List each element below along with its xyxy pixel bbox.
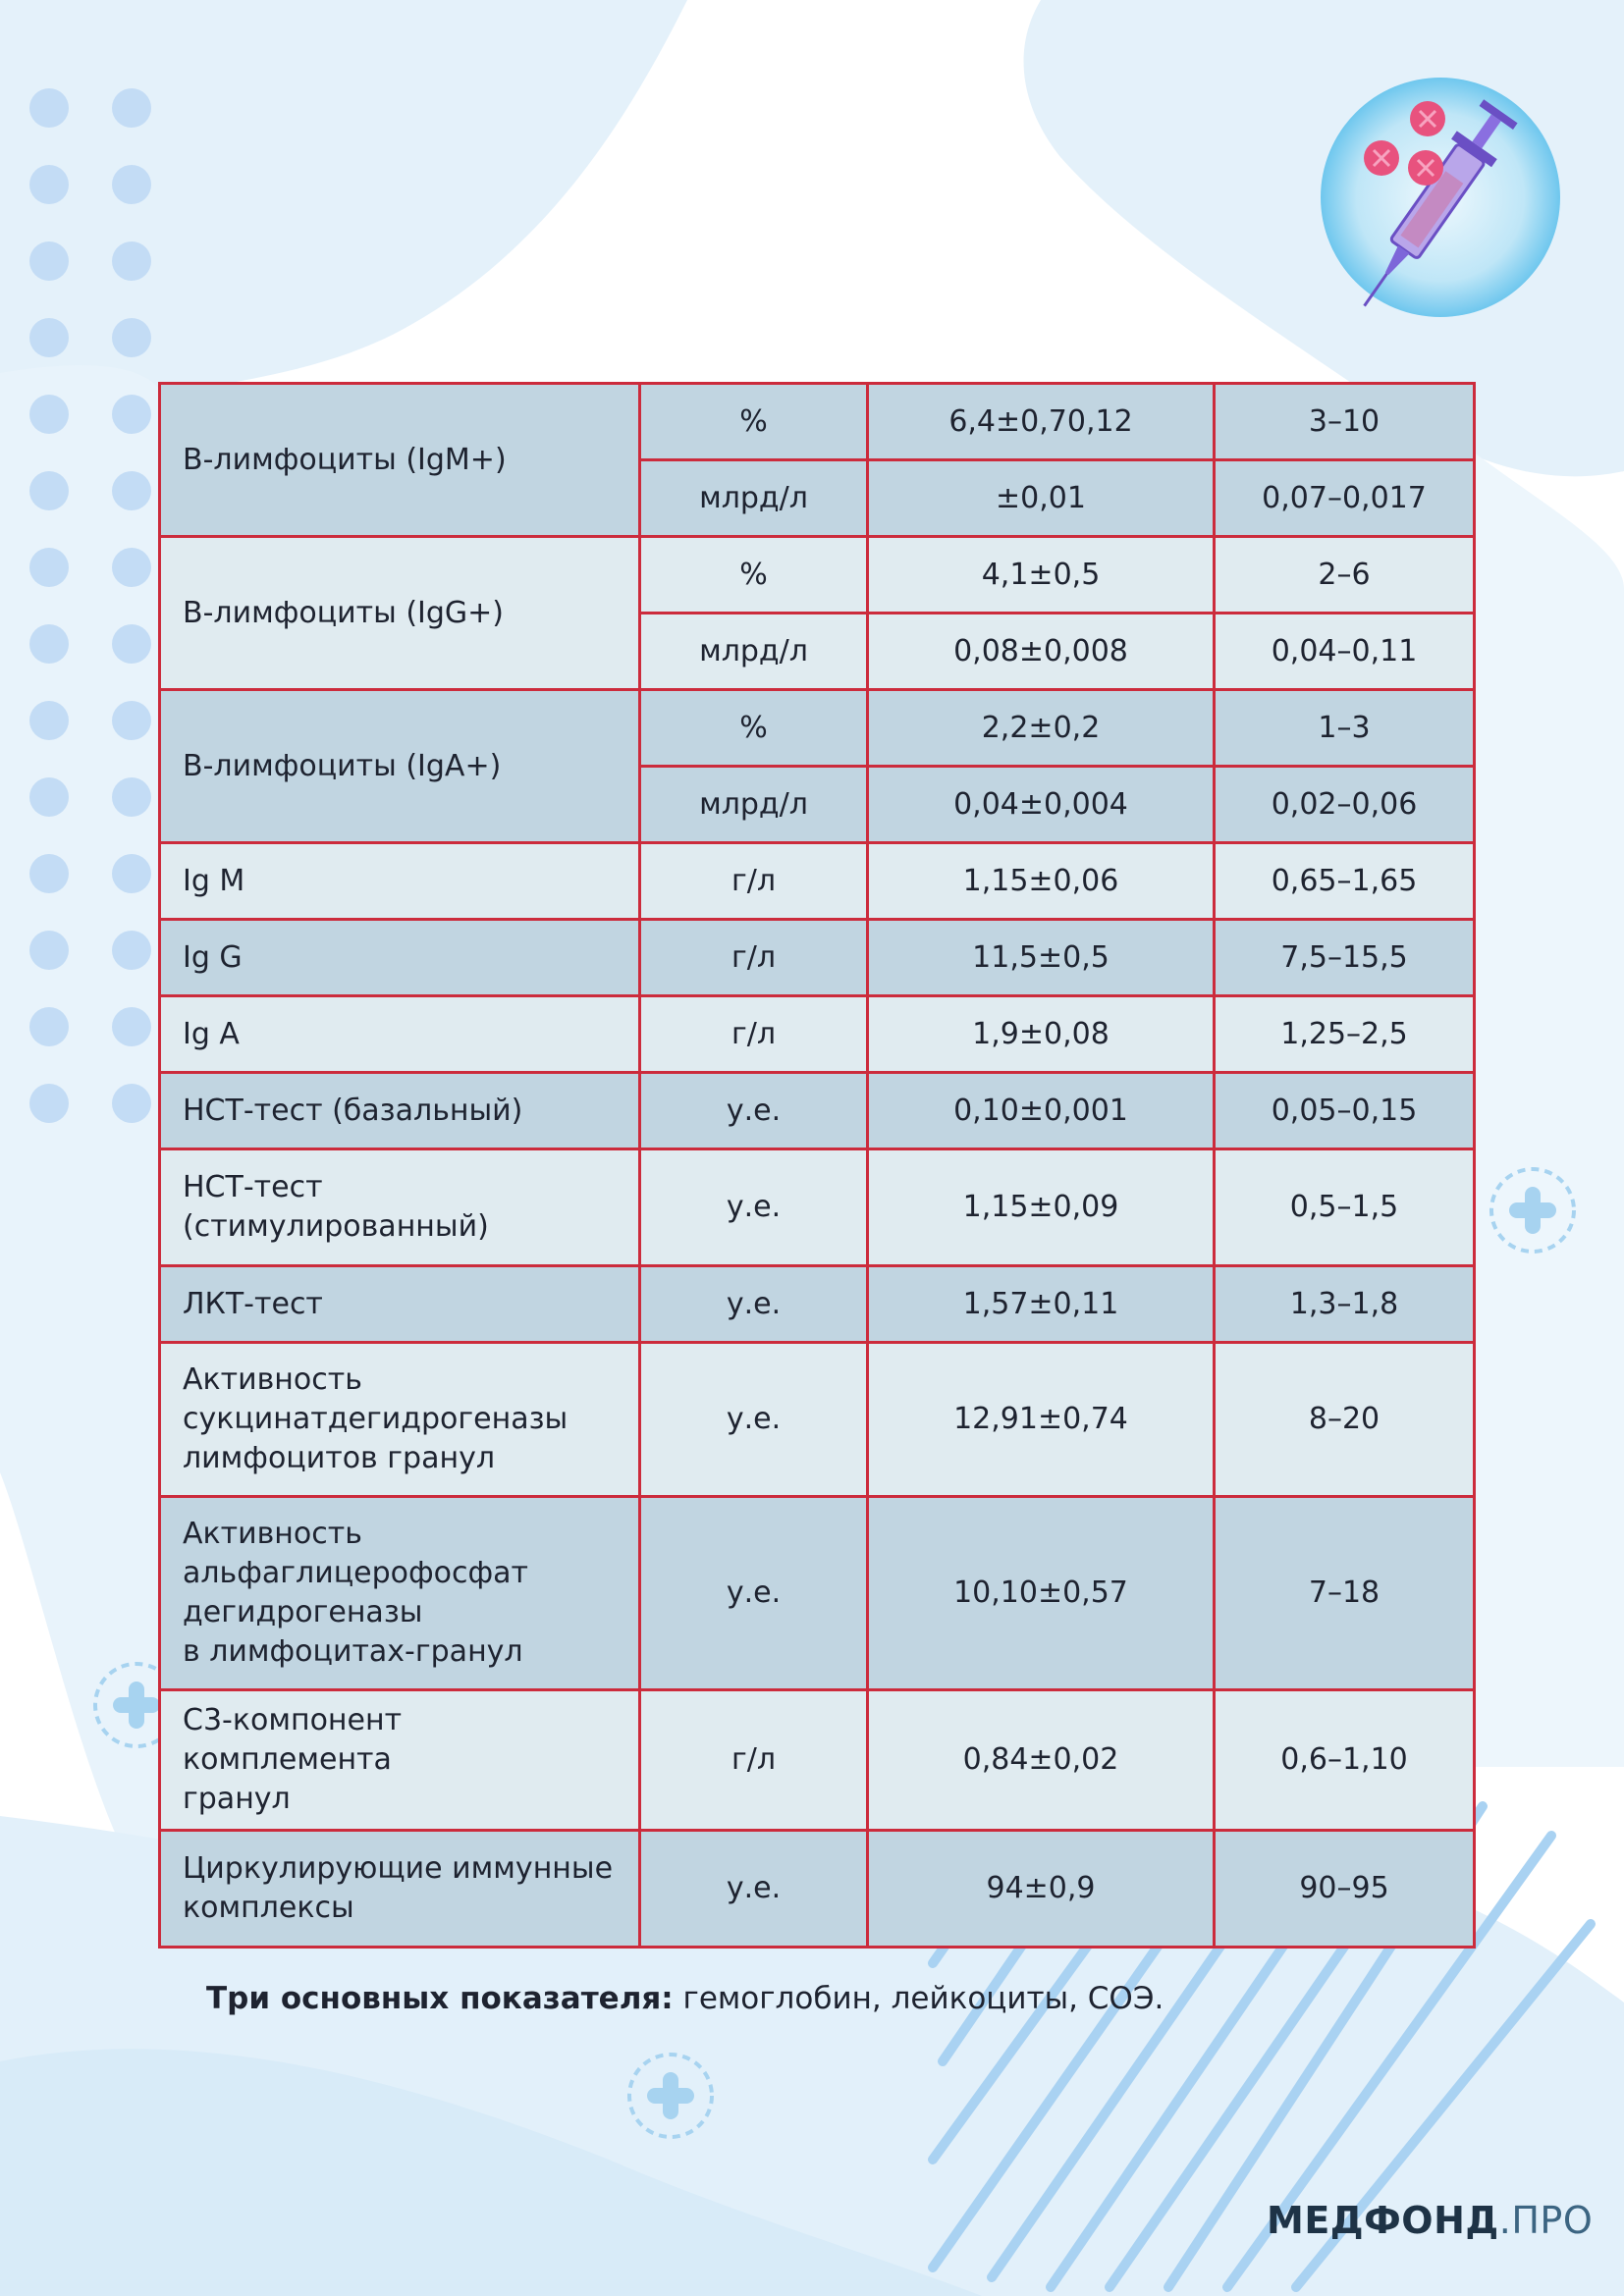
unit-cell: у.е. (640, 1073, 868, 1149)
parameter-name: С3-компонент комплемента гранул (160, 1690, 640, 1831)
parameter-name: Активность альфаглицерофосфат дегидрогеназы в лимфоцитах-гранул (160, 1497, 640, 1690)
value-cell: ±0,01 (868, 460, 1215, 537)
table-row (160, 920, 1475, 996)
parameter-name: Ig A (160, 996, 640, 1073)
plus-icon (624, 2050, 717, 2142)
table-row (160, 1690, 1475, 1831)
norm-cell: 2–6 (1215, 537, 1475, 614)
table-row (160, 1497, 1475, 1690)
value-cell: 4,1±0,5 (868, 537, 1215, 614)
table-row (160, 1149, 1475, 1266)
value-cell: 1,9±0,08 (868, 996, 1215, 1073)
table-row (160, 384, 1475, 460)
footer-note-text: гемоглобин, лейкоциты, СОЭ. (673, 1981, 1164, 2016)
value-cell: 2,2±0,2 (868, 690, 1215, 767)
parameter-name: Ig G (160, 920, 640, 996)
norm-cell: 3–10 (1215, 384, 1475, 460)
value-cell: 94±0,9 (868, 1831, 1215, 1948)
norm-cell: 1,3–1,8 (1215, 1266, 1475, 1343)
norm-cell: 1–3 (1215, 690, 1475, 767)
unit-cell: млрд/л (640, 767, 868, 843)
norm-cell: 0,65–1,65 (1215, 843, 1475, 920)
unit-cell: у.е. (640, 1266, 868, 1343)
unit-cell: млрд/л (640, 460, 868, 537)
value-cell: 1,57±0,11 (868, 1266, 1215, 1343)
table-row (160, 996, 1475, 1073)
table-row (160, 843, 1475, 920)
value-cell: 6,4±0,70,12 (868, 384, 1215, 460)
norm-cell: 0,07–0,017 (1215, 460, 1475, 537)
parameter-name: В-лимфоциты (IgM+) (160, 384, 640, 537)
value-cell: 10,10±0,57 (868, 1497, 1215, 1690)
norm-cell: 7–18 (1215, 1497, 1475, 1690)
unit-cell: г/л (640, 920, 868, 996)
parameter-name: ЛКТ-тест (160, 1266, 640, 1343)
norm-cell: 0,04–0,11 (1215, 614, 1475, 690)
value-cell: 1,15±0,09 (868, 1149, 1215, 1266)
unit-cell: г/л (640, 1690, 868, 1831)
norm-cell: 0,5–1,5 (1215, 1149, 1475, 1266)
value-cell: 1,15±0,06 (868, 843, 1215, 920)
norm-cell: 8–20 (1215, 1343, 1475, 1497)
table-row (160, 1266, 1475, 1343)
parameter-name: Ig M (160, 843, 640, 920)
unit-cell: у.е. (640, 1497, 868, 1690)
parameter-name: В-лимфоциты (IgG+) (160, 537, 640, 690)
norm-cell: 7,5–15,5 (1215, 920, 1475, 996)
footer-note (206, 1981, 1164, 2016)
unit-cell: млрд/л (640, 614, 868, 690)
unit-cell: у.е. (640, 1831, 868, 1948)
unit-cell: г/л (640, 843, 868, 920)
parameter-name: Циркулирующие иммунные комплексы (160, 1831, 640, 1948)
unit-cell: у.е. (640, 1149, 868, 1266)
table-row (160, 537, 1475, 614)
parameter-name: НСТ-тест (базальный) (160, 1073, 640, 1149)
parameter-name: Активность сукцинатдегидрогеназы лимфоцитов гранул (160, 1343, 640, 1497)
unit-cell: % (640, 384, 868, 460)
value-cell: 0,08±0,008 (868, 614, 1215, 690)
unit-cell: % (640, 690, 868, 767)
plus-icon (1487, 1164, 1579, 1256)
unit-cell: г/л (640, 996, 868, 1073)
footer-note-bold: Три основных показателя: (206, 1981, 674, 2016)
syringe-icon (1318, 75, 1563, 320)
value-cell: 11,5±0,5 (868, 920, 1215, 996)
brand-logo (1267, 2199, 1593, 2242)
brand-part-1: МЕДФОНД (1267, 2199, 1499, 2242)
norm-cell: 90–95 (1215, 1831, 1475, 1948)
table-row (160, 1343, 1475, 1497)
parameter-name: НСТ-тест (стимулированный) (160, 1149, 640, 1266)
value-cell: 12,91±0,74 (868, 1343, 1215, 1497)
value-cell: 0,84±0,02 (868, 1690, 1215, 1831)
lab-results-table (158, 382, 1476, 1949)
brand-part-2: .ПРО (1498, 2199, 1594, 2242)
norm-cell: 1,25–2,5 (1215, 996, 1475, 1073)
table-row (160, 1073, 1475, 1149)
parameter-name: В-лимфоциты (IgA+) (160, 690, 640, 843)
value-cell: 0,10±0,001 (868, 1073, 1215, 1149)
unit-cell: % (640, 537, 868, 614)
norm-cell: 0,02–0,06 (1215, 767, 1475, 843)
norm-cell: 0,6–1,10 (1215, 1690, 1475, 1831)
table-row (160, 1831, 1475, 1948)
table-row (160, 690, 1475, 767)
norm-cell: 0,05–0,15 (1215, 1073, 1475, 1149)
value-cell: 0,04±0,004 (868, 767, 1215, 843)
unit-cell: у.е. (640, 1343, 868, 1497)
